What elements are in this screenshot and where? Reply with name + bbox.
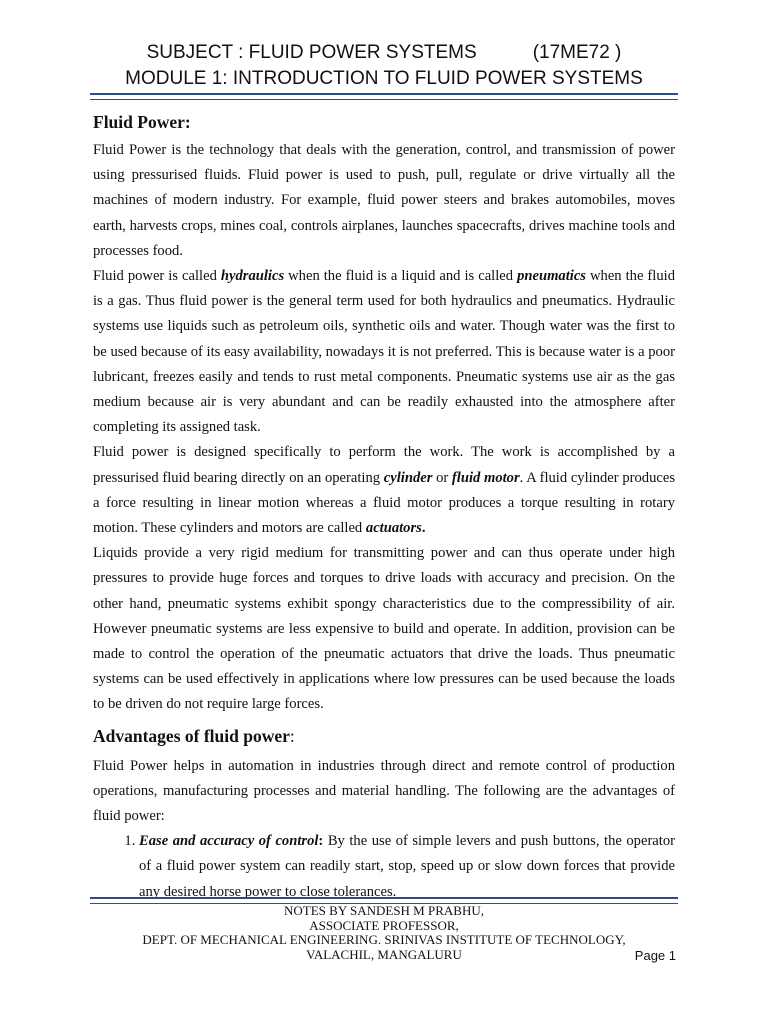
paragraph (93, 264, 675, 440)
footer-department: DEPT. OF MECHANICAL ENGINEERING. SRINIVAS INSTITUTE OF TECHNOLOGY, (142, 932, 626, 947)
page-number: Page 1 (634, 948, 676, 963)
paragraph: Fluid Power is the technology that deals with the generation, control, and transmission of power using pressurised fluids. Fluid power is used to push, pull, regulate or drive virtually all the machines of modern industry. For example, fluid power steers and brakes automobiles, moves earth, harvests crops, mines coal, controls airplanes, launches spacecrafts, drives machine tools and processes food. (93, 142, 675, 259)
term-actuators: actuators (365, 520, 422, 537)
page-footer (90, 904, 678, 962)
paragraph: Fluid Power helps in automation in industries through direct and remote control of production operations, manufacturing processes and material handling. The following are the advantages of fluid power: (93, 757, 675, 825)
header-subject: SUBJECT : FLUID POWER SYSTEMS (146, 42, 477, 63)
text-run: . (421, 520, 426, 537)
term-hydraulics: hydraulics (220, 268, 285, 285)
text-run: or (432, 469, 452, 486)
footer-designation: ASSOCIATE PROFESSOR, (309, 917, 459, 933)
header-code: (17ME72 ) (532, 42, 622, 63)
text-run: Fluid power is called (93, 268, 221, 285)
header-rule (90, 93, 678, 100)
footer-location: VALACHIL, MANGALURU (306, 946, 462, 962)
header-subject-line (90, 40, 678, 66)
paragraph: Liquids provide a very rigid medium for transmitting power and can thus operate under high pressures to provide huge forces and torques to drive loads with accuracy and precision. On the other hand, pneumatic systems exhibit spongy characteristics due to the compressibility of air. However pneumatic systems are less expensive to build and operate. In addition, provision can be made to control the operation of the pneumatic actuators that drive the loads. Thus pneumatic systems can be used effectively in applications where low pressures can be used because the loads to be driven do not require large forces. (93, 545, 675, 713)
term-pneumatics: pneumatics (517, 268, 586, 285)
page-header (90, 40, 678, 92)
advantages-list (93, 829, 675, 905)
list-item-term: Ease and accuracy of control (139, 833, 319, 850)
term-cylinder: cylinder (383, 469, 433, 486)
list-item-text: By the use of simple levers and push buttons, the operator of a fluid power system can readily start, stop, speed up or slow down forces that provide any desired horse power to close tolerances. (139, 833, 675, 900)
page-content (93, 110, 675, 905)
text-run: . A fluid cylinder produces a force resulting in linear motion whereas a fluid motor produces a torque resulting in rotary motion. These cylinders and motors are called (93, 469, 676, 537)
footer-author: NOTES BY SANDESH M PRABHU, (284, 903, 484, 918)
heading-colon: : (289, 725, 295, 746)
text-run: when the fluid is a gas. Thus fluid power is the general term used for both hydraulics and pneumatics. Hydraulic systems use liquids such as petroleum oils, synthetic oils and water. Though water was the first to be used because of its easy availability, nowadays it is not preferred. This is because water is a poor lubricant, freezes easily and tends to rust metal components. Pneumatic systems use air as the gas medium because air is very abundant and can be readily exhausted into the atmosphere after completing its assigned task. (93, 268, 675, 436)
list-item (139, 829, 675, 905)
header-module: MODULE 1: INTRODUCTION TO FLUID POWER SYSTEMS (125, 68, 643, 89)
list-item-colon: : (318, 833, 324, 850)
paragraph (93, 440, 675, 541)
section-title-fluid-power: Fluid Power: (93, 112, 191, 132)
text-run: when the fluid is a liquid and is called (284, 268, 518, 285)
section-title-advantages (93, 724, 675, 748)
term-fluid-motor: fluid motor (451, 469, 520, 486)
heading-text: Advantages of fluid power (93, 725, 290, 746)
text-run: Fluid power is designed specifically to perform the work. The work is accomplished by a pressurised fluid bearing directly on an operating (93, 444, 675, 486)
